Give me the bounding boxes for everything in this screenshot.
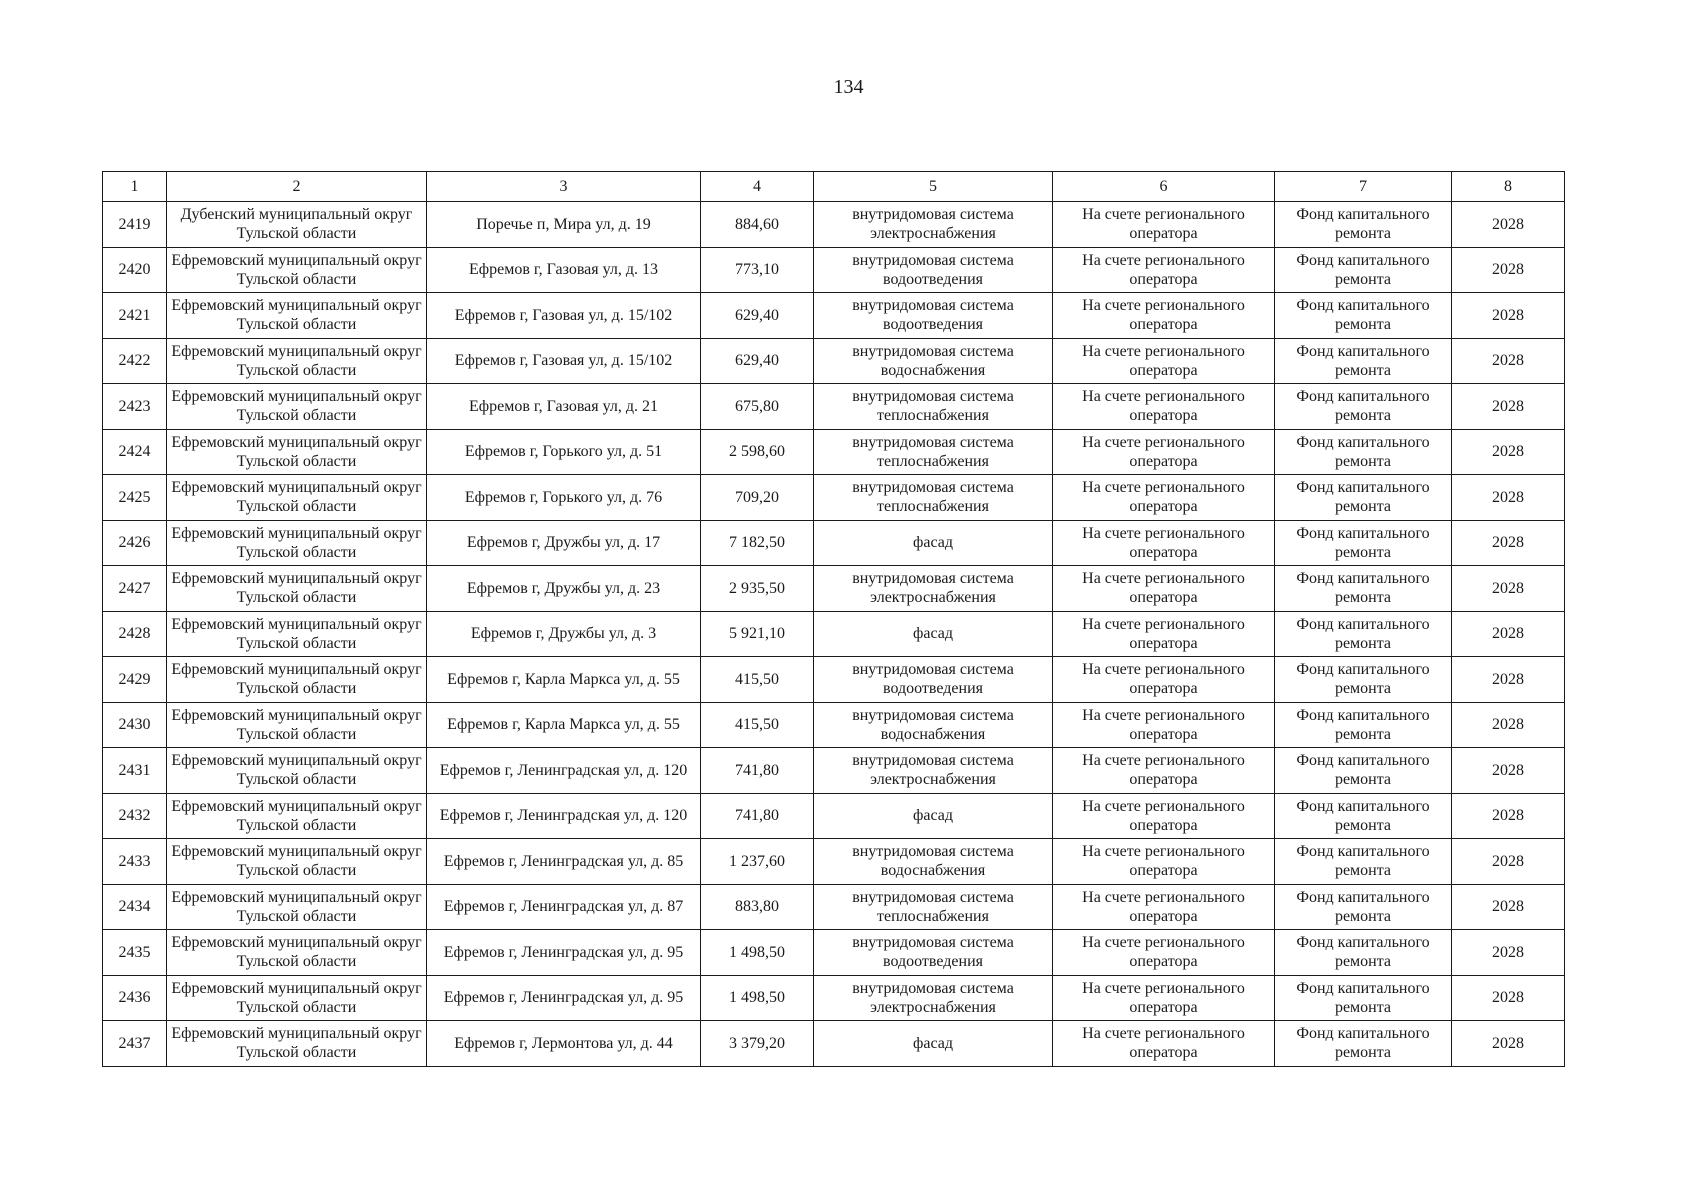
area-cell: 709,20 xyxy=(701,475,814,521)
municipality-cell: Ефремовский муниципальный округ Тульской области xyxy=(167,566,427,612)
row-number-cell: 2421 xyxy=(103,293,167,339)
table-row xyxy=(103,884,1565,930)
year-cell: 2028 xyxy=(1452,338,1565,384)
work-type-cell: фасад xyxy=(814,611,1053,657)
table-row xyxy=(103,202,1565,248)
funding-account-cell: На счете регионального оператора xyxy=(1053,1021,1275,1067)
column-header: 1 xyxy=(103,172,167,202)
area-cell: 7 182,50 xyxy=(701,520,814,566)
work-type-cell: внутридомовая система водоотведения xyxy=(814,930,1053,976)
address-cell: Ефремов г, Дружбы ул, д. 3 xyxy=(427,611,701,657)
funding-account-cell: На счете регионального оператора xyxy=(1053,839,1275,885)
work-type-cell: внутридомовая система электроснабжения xyxy=(814,748,1053,794)
row-number-cell: 2436 xyxy=(103,975,167,1021)
table-row xyxy=(103,930,1565,976)
column-header: 6 xyxy=(1053,172,1275,202)
municipality-cell: Ефремовский муниципальный округ Тульской области xyxy=(167,611,427,657)
year-cell: 2028 xyxy=(1452,930,1565,976)
funding-source-cell: Фонд капитального ремонта xyxy=(1275,975,1452,1021)
funding-account-cell: На счете регионального оператора xyxy=(1053,930,1275,976)
table-row xyxy=(103,748,1565,794)
table-row xyxy=(103,657,1565,703)
municipality-cell: Ефремовский муниципальный округ Тульской области xyxy=(167,793,427,839)
page-number: 134 xyxy=(833,76,864,98)
work-type-cell: внутридомовая система водоотведения xyxy=(814,293,1053,339)
row-number-cell: 2431 xyxy=(103,748,167,794)
work-type-cell: внутридомовая система электроснабжения xyxy=(814,975,1053,1021)
area-cell: 1 237,60 xyxy=(701,839,814,885)
table-row xyxy=(103,793,1565,839)
municipality-cell: Ефремовский муниципальный округ Тульской области xyxy=(167,475,427,521)
year-cell: 2028 xyxy=(1452,702,1565,748)
funding-account-cell: На счете регионального оператора xyxy=(1053,338,1275,384)
work-type-cell: фасад xyxy=(814,1021,1053,1067)
area-cell: 773,10 xyxy=(701,247,814,293)
funding-source-cell: Фонд капитального ремонта xyxy=(1275,202,1452,248)
work-type-cell: внутридомовая система теплоснабжения xyxy=(814,884,1053,930)
municipality-cell: Ефремовский муниципальный округ Тульской области xyxy=(167,293,427,339)
year-cell: 2028 xyxy=(1452,520,1565,566)
area-cell: 883,80 xyxy=(701,884,814,930)
year-cell: 2028 xyxy=(1452,884,1565,930)
area-cell: 1 498,50 xyxy=(701,975,814,1021)
address-cell: Ефремов г, Газовая ул, д. 15/102 xyxy=(427,338,701,384)
funding-source-cell: Фонд капитального ремонта xyxy=(1275,475,1452,521)
row-number-cell: 2437 xyxy=(103,1021,167,1067)
year-cell: 2028 xyxy=(1452,793,1565,839)
table-row xyxy=(103,520,1565,566)
funding-account-cell: На счете регионального оператора xyxy=(1053,884,1275,930)
area-cell: 884,60 xyxy=(701,202,814,248)
municipality-cell: Ефремовский муниципальный округ Тульской области xyxy=(167,930,427,976)
address-cell: Ефремов г, Ленинградская ул, д. 85 xyxy=(427,839,701,885)
work-type-cell: внутридомовая система водоотведения xyxy=(814,657,1053,703)
work-type-cell: внутридомовая система водоснабжения xyxy=(814,702,1053,748)
area-cell: 415,50 xyxy=(701,702,814,748)
funding-source-cell: Фонд капитального ремонта xyxy=(1275,247,1452,293)
year-cell: 2028 xyxy=(1452,202,1565,248)
table-row xyxy=(103,611,1565,657)
row-number-cell: 2433 xyxy=(103,839,167,885)
funding-account-cell: На счете регионального оператора xyxy=(1053,566,1275,612)
funding-account-cell: На счете регионального оператора xyxy=(1053,202,1275,248)
funding-source-cell: Фонд капитального ремонта xyxy=(1275,429,1452,475)
municipality-cell: Ефремовский муниципальный округ Тульской области xyxy=(167,247,427,293)
column-header: 7 xyxy=(1275,172,1452,202)
funding-source-cell: Фонд капитального ремонта xyxy=(1275,293,1452,339)
column-header: 3 xyxy=(427,172,701,202)
year-cell: 2028 xyxy=(1452,748,1565,794)
table-row xyxy=(103,338,1565,384)
year-cell: 2028 xyxy=(1452,657,1565,703)
table-row xyxy=(103,566,1565,612)
funding-source-cell: Фонд капитального ремонта xyxy=(1275,384,1452,430)
work-type-cell: внутридомовая система водоотведения xyxy=(814,247,1053,293)
year-cell: 2028 xyxy=(1452,475,1565,521)
funding-account-cell: На счете регионального оператора xyxy=(1053,975,1275,1021)
address-cell: Ефремов г, Горького ул, д. 76 xyxy=(427,475,701,521)
address-cell: Ефремов г, Ленинградская ул, д. 87 xyxy=(427,884,701,930)
area-cell: 741,80 xyxy=(701,748,814,794)
funding-account-cell: На счете регионального оператора xyxy=(1053,702,1275,748)
funding-source-cell: Фонд капитального ремонта xyxy=(1275,1021,1452,1067)
area-cell: 415,50 xyxy=(701,657,814,703)
row-number-cell: 2432 xyxy=(103,793,167,839)
funding-account-cell: На счете регионального оператора xyxy=(1053,793,1275,839)
row-number-cell: 2424 xyxy=(103,429,167,475)
address-cell: Ефремов г, Газовая ул, д. 15/102 xyxy=(427,293,701,339)
funding-account-cell: На счете регионального оператора xyxy=(1053,657,1275,703)
funding-source-cell: Фонд капитального ремонта xyxy=(1275,930,1452,976)
year-cell: 2028 xyxy=(1452,247,1565,293)
year-cell: 2028 xyxy=(1452,566,1565,612)
municipality-cell: Ефремовский муниципальный округ Тульской области xyxy=(167,884,427,930)
table-row xyxy=(103,702,1565,748)
funding-account-cell: На счете регионального оператора xyxy=(1053,384,1275,430)
table-row xyxy=(103,975,1565,1021)
work-type-cell: внутридомовая система электроснабжения xyxy=(814,566,1053,612)
row-number-cell: 2428 xyxy=(103,611,167,657)
work-type-cell: фасад xyxy=(814,793,1053,839)
funding-account-cell: На счете регионального оператора xyxy=(1053,429,1275,475)
funding-source-cell: Фонд капитального ремонта xyxy=(1275,839,1452,885)
row-number-cell: 2427 xyxy=(103,566,167,612)
address-cell: Ефремов г, Газовая ул, д. 13 xyxy=(427,247,701,293)
table-row xyxy=(103,429,1565,475)
address-cell: Ефремов г, Ленинградская ул, д. 120 xyxy=(427,748,701,794)
address-cell: Ефремов г, Газовая ул, д. 21 xyxy=(427,384,701,430)
municipality-cell: Ефремовский муниципальный округ Тульской области xyxy=(167,520,427,566)
municipality-cell: Ефремовский муниципальный округ Тульской области xyxy=(167,429,427,475)
table-row xyxy=(103,293,1565,339)
area-cell: 2 935,50 xyxy=(701,566,814,612)
address-cell: Ефремов г, Ленинградская ул, д. 95 xyxy=(427,930,701,976)
work-type-cell: внутридомовая система водоснабжения xyxy=(814,839,1053,885)
funding-account-cell: На счете регионального оператора xyxy=(1053,475,1275,521)
table-row xyxy=(103,839,1565,885)
address-cell: Ефремов г, Ленинградская ул, д. 120 xyxy=(427,793,701,839)
funding-source-cell: Фонд капитального ремонта xyxy=(1275,702,1452,748)
year-cell: 2028 xyxy=(1452,611,1565,657)
municipality-cell: Ефремовский муниципальный округ Тульской области xyxy=(167,748,427,794)
funding-account-cell: На счете регионального оператора xyxy=(1053,293,1275,339)
municipality-cell: Ефремовский муниципальный округ Тульской области xyxy=(167,702,427,748)
row-number-cell: 2425 xyxy=(103,475,167,521)
work-type-cell: внутридомовая система электроснабжения xyxy=(814,202,1053,248)
column-header: 4 xyxy=(701,172,814,202)
row-number-cell: 2419 xyxy=(103,202,167,248)
year-cell: 2028 xyxy=(1452,293,1565,339)
capital-repair-table xyxy=(102,171,1565,1067)
municipality-cell: Ефремовский муниципальный округ Тульской области xyxy=(167,384,427,430)
table-row xyxy=(103,384,1565,430)
funding-source-cell: Фонд капитального ремонта xyxy=(1275,748,1452,794)
address-cell: Ефремов г, Лермонтова ул, д. 44 xyxy=(427,1021,701,1067)
funding-account-cell: На счете регионального оператора xyxy=(1053,520,1275,566)
funding-account-cell: На счете регионального оператора xyxy=(1053,611,1275,657)
address-cell: Ефремов г, Ленинградская ул, д. 95 xyxy=(427,975,701,1021)
row-number-cell: 2429 xyxy=(103,657,167,703)
address-cell: Ефремов г, Горького ул, д. 51 xyxy=(427,429,701,475)
row-number-cell: 2434 xyxy=(103,884,167,930)
municipality-cell: Ефремовский муниципальный округ Тульской области xyxy=(167,338,427,384)
municipality-cell: Ефремовский муниципальный округ Тульской области xyxy=(167,657,427,703)
row-number-cell: 2426 xyxy=(103,520,167,566)
header-row xyxy=(103,172,1565,202)
municipality-cell: Ефремовский муниципальный округ Тульской области xyxy=(167,975,427,1021)
table-row xyxy=(103,247,1565,293)
funding-source-cell: Фонд капитального ремонта xyxy=(1275,520,1452,566)
funding-source-cell: Фонд капитального ремонта xyxy=(1275,566,1452,612)
work-type-cell: внутридомовая система водоснабжения xyxy=(814,338,1053,384)
funding-source-cell: Фонд капитального ремонта xyxy=(1275,884,1452,930)
year-cell: 2028 xyxy=(1452,1021,1565,1067)
column-header: 2 xyxy=(167,172,427,202)
work-type-cell: внутридомовая система теплоснабжения xyxy=(814,475,1053,521)
table-body xyxy=(103,202,1565,1067)
address-cell: Ефремов г, Дружбы ул, д. 23 xyxy=(427,566,701,612)
row-number-cell: 2422 xyxy=(103,338,167,384)
address-cell: Ефремов г, Карла Маркса ул, д. 55 xyxy=(427,702,701,748)
row-number-cell: 2423 xyxy=(103,384,167,430)
work-type-cell: внутридомовая система теплоснабжения xyxy=(814,384,1053,430)
municipality-cell: Дубенский муниципальный округ Тульской области xyxy=(167,202,427,248)
funding-account-cell: На счете регионального оператора xyxy=(1053,247,1275,293)
address-cell: Ефремов г, Карла Маркса ул, д. 55 xyxy=(427,657,701,703)
funding-account-cell: На счете регионального оператора xyxy=(1053,748,1275,794)
year-cell: 2028 xyxy=(1452,384,1565,430)
year-cell: 2028 xyxy=(1452,429,1565,475)
area-cell: 629,40 xyxy=(701,338,814,384)
year-cell: 2028 xyxy=(1452,839,1565,885)
area-cell: 741,80 xyxy=(701,793,814,839)
table-row xyxy=(103,475,1565,521)
area-cell: 1 498,50 xyxy=(701,930,814,976)
work-type-cell: фасад xyxy=(814,520,1053,566)
area-cell: 675,80 xyxy=(701,384,814,430)
address-cell: Поречье п, Мира ул, д. 19 xyxy=(427,202,701,248)
table-header xyxy=(103,172,1565,202)
work-type-cell: внутридомовая система теплоснабжения xyxy=(814,429,1053,475)
address-cell: Ефремов г, Дружбы ул, д. 17 xyxy=(427,520,701,566)
column-header: 5 xyxy=(814,172,1053,202)
area-cell: 5 921,10 xyxy=(701,611,814,657)
column-header: 8 xyxy=(1452,172,1565,202)
municipality-cell: Ефремовский муниципальный округ Тульской области xyxy=(167,839,427,885)
row-number-cell: 2435 xyxy=(103,930,167,976)
municipality-cell: Ефремовский муниципальный округ Тульской области xyxy=(167,1021,427,1067)
funding-source-cell: Фонд капитального ремонта xyxy=(1275,657,1452,703)
row-number-cell: 2420 xyxy=(103,247,167,293)
funding-source-cell: Фонд капитального ремонта xyxy=(1275,611,1452,657)
table-row xyxy=(103,1021,1565,1067)
year-cell: 2028 xyxy=(1452,975,1565,1021)
area-cell: 2 598,60 xyxy=(701,429,814,475)
row-number-cell: 2430 xyxy=(103,702,167,748)
funding-source-cell: Фонд капитального ремонта xyxy=(1275,793,1452,839)
area-cell: 629,40 xyxy=(701,293,814,339)
area-cell: 3 379,20 xyxy=(701,1021,814,1067)
funding-source-cell: Фонд капитального ремонта xyxy=(1275,338,1452,384)
